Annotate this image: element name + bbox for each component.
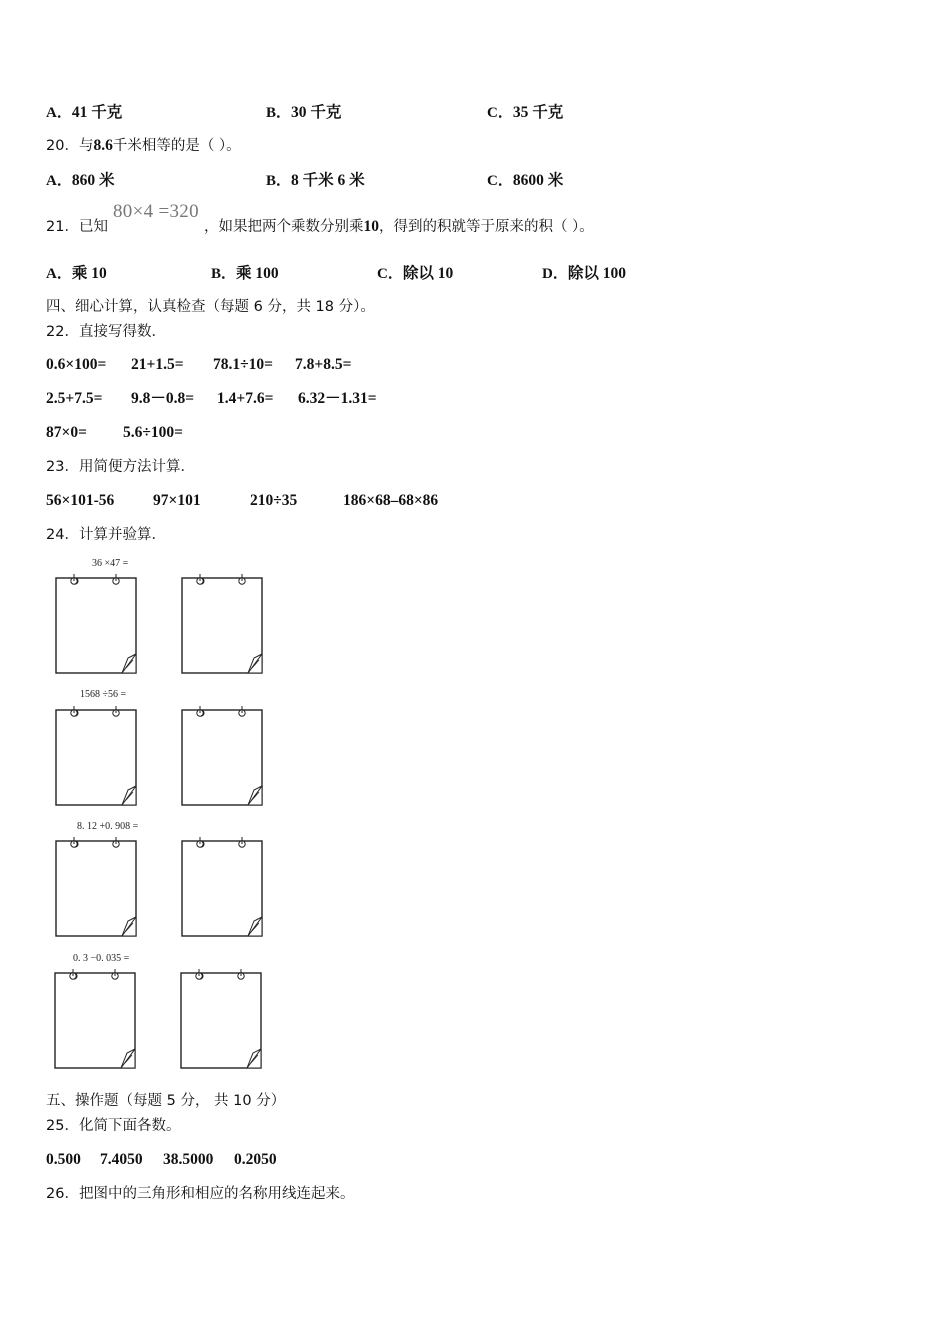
- q20-number: 8.6: [93, 137, 113, 154]
- q25-item: 0.500: [46, 1151, 81, 1168]
- option-label: B．: [266, 105, 292, 121]
- q21-suffix: ，得到的积就等于原来的积（ ）。: [378, 219, 594, 235]
- q22-title: 22．直接写得数．: [46, 324, 166, 340]
- option-label: B．: [266, 173, 292, 189]
- option-text: 除以 100: [567, 265, 626, 282]
- q24-problem-label: 8. 12 +0. 908 =: [77, 821, 139, 832]
- option-text: 860 米: [71, 172, 115, 189]
- q21-prefix: 21．已知: [46, 219, 108, 235]
- option-text: 30 千克: [291, 104, 342, 121]
- notepad-icon: [56, 837, 136, 936]
- q20-prefix: 20．与: [46, 138, 94, 154]
- notepad-icon: [182, 837, 262, 936]
- q26-title: 26．把图中的三角形和相应的名称用线连起来。: [46, 1186, 355, 1202]
- option-label: C．: [487, 105, 513, 121]
- notepad-icon: [181, 969, 261, 1068]
- q21-number: 10: [363, 218, 379, 235]
- q24-problem-label: 36 ×47 =: [92, 558, 129, 569]
- q23-item: 97×101: [153, 492, 201, 509]
- option-text: 35 千克: [512, 104, 564, 121]
- q22-item: 5.6÷100=: [123, 424, 183, 441]
- q25-item: 7.4050: [100, 1151, 143, 1168]
- q23-item: 56×101-56: [46, 492, 115, 509]
- q22-item: 7.8+8.5=: [295, 356, 352, 373]
- option-text: 8 千米 6 米: [291, 172, 365, 189]
- q22-item: 9.8－0.8=: [131, 390, 195, 407]
- q23-item: 210÷35: [250, 492, 298, 509]
- option-label: B．: [211, 266, 237, 282]
- section-4-heading: 四、细心计算，认真检查（每题 6 分，共 18 分）。: [46, 299, 375, 315]
- q24-title: 24．计算并验算．: [46, 527, 166, 543]
- q22-item: 2.5+7.5=: [46, 390, 103, 407]
- q20-suffix: 千米相等的是（ ）。: [112, 138, 241, 154]
- option-text: 8600 米: [512, 172, 564, 189]
- option-label: C．: [487, 173, 513, 189]
- option-text: 41 千克: [71, 104, 123, 121]
- option-text: 乘 100: [236, 265, 279, 282]
- option-label: A．: [46, 266, 72, 282]
- q22-item: 78.1÷10=: [213, 356, 273, 373]
- q23-title: 23．用简便方法计算．: [46, 459, 195, 475]
- q22-item: 1.4+7.6=: [217, 390, 274, 407]
- option-label: A．: [46, 173, 72, 189]
- notepad-icon: [55, 969, 135, 1068]
- notepad-icon: [182, 706, 262, 805]
- notepad-icon: [56, 574, 136, 673]
- notepad-icon: [56, 706, 136, 805]
- q21-mid: ，如果把两个乘数分别乘: [203, 219, 364, 235]
- option-label: D．: [542, 266, 568, 282]
- q22-item: 21+1.5=: [131, 356, 184, 373]
- option-label: A．: [46, 105, 72, 121]
- q22-item: 6.32－1.31=: [298, 390, 377, 407]
- notepad-icon: [182, 574, 262, 673]
- q22-item: 0.6×100=: [46, 356, 107, 373]
- q22-item: 87×0=: [46, 424, 87, 441]
- option-label: C．: [377, 266, 403, 282]
- q25-item: 38.5000: [163, 1151, 214, 1168]
- section-5-heading: 五、操作题（每题 5 分， 共 10 分）: [46, 1093, 286, 1109]
- q24-problem-label: 0. 3 −0. 035 =: [73, 953, 130, 964]
- q24-problem-label: 1568 ÷56 =: [80, 689, 127, 700]
- q25-item: 0.2050: [234, 1151, 277, 1168]
- q25-title: 25．化简下面各数。: [46, 1118, 181, 1134]
- option-text: 除以 10: [402, 265, 454, 282]
- q23-item: 186×68–68×86: [343, 492, 439, 509]
- option-text: 乘 10: [71, 265, 107, 282]
- q21-formula: 80×4 =320: [113, 201, 199, 222]
